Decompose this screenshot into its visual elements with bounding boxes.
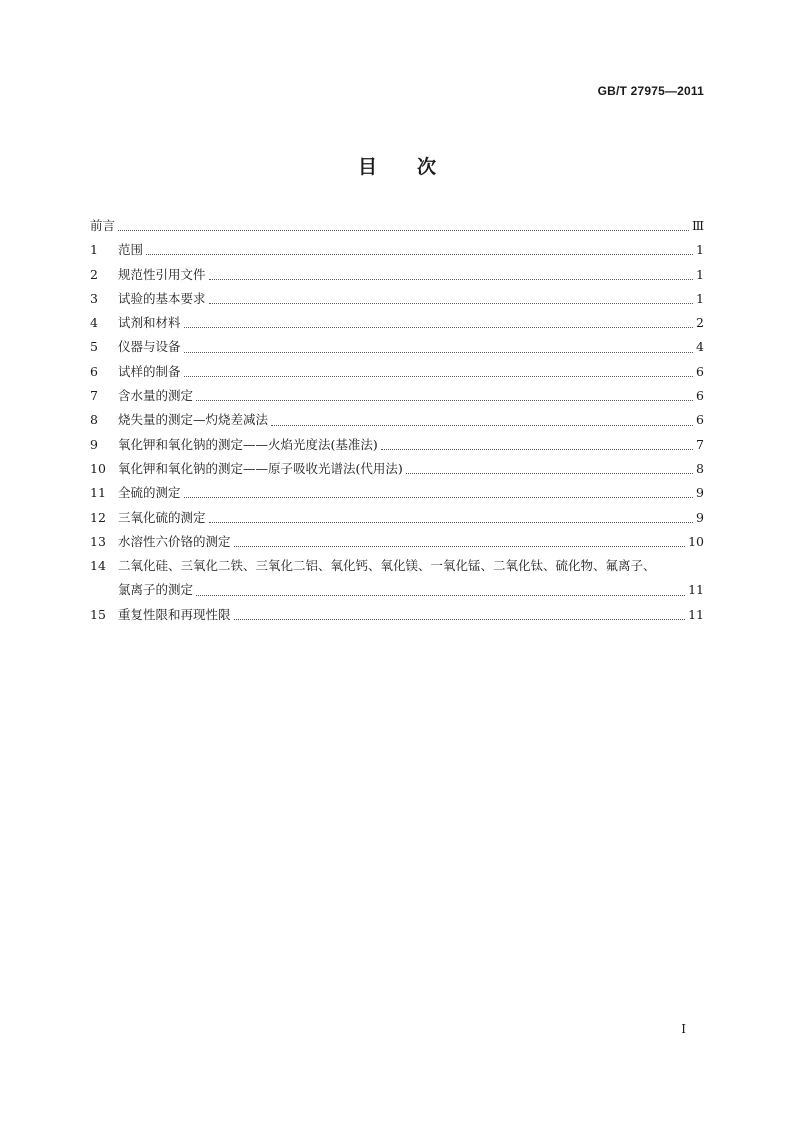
toc-item-number: 14 (90, 558, 106, 574)
toc-item-2[interactable] (90, 265, 704, 289)
toc-item-number: 5 (90, 339, 98, 355)
toc-item-label: 范围 (118, 242, 144, 258)
toc-page-number: 6 (696, 363, 704, 379)
toc-page-number: 1 (696, 290, 704, 306)
toc-item-number: 8 (90, 412, 98, 428)
toc-item-1[interactable] (90, 240, 704, 264)
toc-page-number: 11 (688, 582, 704, 598)
toc-page-number: 1 (696, 242, 704, 258)
toc-page-number: 11 (688, 606, 704, 622)
toc-item-label: 规范性引用文件 (118, 266, 206, 282)
dot-leader (184, 343, 693, 353)
dot-leader (209, 294, 693, 304)
toc-page-number: Ⅲ (691, 218, 704, 233)
toc-item-label-continuation: 氯离子的测定 (118, 582, 194, 598)
toc-item-number: 2 (90, 266, 98, 282)
dot-leader (146, 245, 693, 255)
toc-item-label: 全硫的测定 (118, 485, 181, 501)
toc-item-label: 试剂和材料 (118, 315, 181, 331)
toc-page-number: 8 (696, 460, 704, 476)
toc-item-11[interactable] (90, 483, 704, 507)
toc-item-14-continuation[interactable] (90, 580, 704, 604)
dot-leader (118, 221, 689, 231)
toc-page-number: 4 (696, 339, 704, 355)
page-number: I (681, 1022, 686, 1036)
dot-leader (234, 537, 686, 547)
toc-page-number: 9 (696, 485, 704, 501)
toc-item-number: 6 (90, 363, 98, 379)
toc-page-number: 10 (688, 533, 704, 549)
toc-page-number: 2 (696, 315, 704, 331)
toc-item-number: 3 (90, 290, 98, 306)
toc-item-6[interactable] (90, 362, 704, 386)
dot-leader (406, 464, 693, 474)
dot-leader (234, 610, 686, 620)
dot-leader (196, 391, 693, 401)
toc-item-number: 9 (90, 436, 98, 452)
toc-page-number: 9 (696, 509, 704, 525)
dot-leader (196, 586, 685, 596)
toc-item-label: 二氧化硅、三氧化二铁、三氧化二铝、氧化钙、氧化镁、一氧化锰、二氧化钛、硫化物、氟离子、 (118, 558, 656, 574)
toc-page-number: 1 (696, 266, 704, 282)
toc-item-9[interactable] (90, 435, 704, 459)
toc-item-number: 1 (90, 242, 98, 258)
toc-item-label: 试验的基本要求 (118, 290, 206, 306)
dot-leader (184, 367, 693, 377)
toc-page-number: 6 (696, 388, 704, 404)
toc-item-number: 7 (90, 388, 98, 404)
dot-leader (381, 440, 693, 450)
toc-item-number: 10 (90, 460, 106, 476)
toc-item-label: 试样的制备 (118, 363, 181, 379)
toc-item-foreword[interactable] (90, 216, 704, 240)
toc-item-label: 仪器与设备 (118, 339, 181, 355)
toc-item-5[interactable] (90, 337, 704, 361)
page-title: 目次 (357, 156, 476, 178)
toc-item-8[interactable] (90, 410, 704, 434)
toc-item-13[interactable] (90, 532, 704, 556)
dot-leader (184, 488, 693, 498)
dot-leader (209, 270, 693, 280)
toc-item-label: 烧失量的测定—灼烧差减法 (118, 412, 269, 428)
toc-item-label: 氧化钾和氧化钠的测定——火焰光度法(基准法) (118, 436, 378, 452)
toc-item-number: 4 (90, 315, 98, 331)
toc-item-7[interactable] (90, 386, 704, 410)
dot-leader (271, 416, 693, 426)
standard-code: GB/T 27975—2011 (597, 84, 704, 98)
toc-item-number: 12 (90, 509, 106, 525)
toc-item-15[interactable] (90, 605, 704, 629)
toc-item-4[interactable] (90, 313, 704, 337)
toc-item-label: 重复性限和再现性限 (118, 606, 231, 622)
toc-item-3[interactable] (90, 289, 704, 313)
dot-leader (209, 513, 693, 523)
toc-item-label: 氧化钾和氧化钠的测定——原子吸收光谱法(代用法) (118, 460, 403, 476)
table-of-contents (90, 216, 704, 629)
toc-item-label: 含水量的测定 (118, 388, 194, 404)
toc-item-14[interactable] (90, 556, 704, 580)
dot-leader (184, 318, 693, 328)
toc-page-number: 6 (696, 412, 704, 428)
toc-item-label: 前言 (90, 218, 116, 233)
toc-item-number: 15 (90, 606, 106, 622)
toc-item-number: 11 (90, 485, 106, 501)
toc-page-number: 7 (696, 436, 704, 452)
toc-item-12[interactable] (90, 508, 704, 532)
toc-item-number: 13 (90, 533, 106, 549)
toc-item-label: 水溶性六价铬的测定 (118, 533, 231, 549)
toc-item-label: 三氧化硫的测定 (118, 509, 206, 525)
toc-item-10[interactable] (90, 459, 704, 483)
